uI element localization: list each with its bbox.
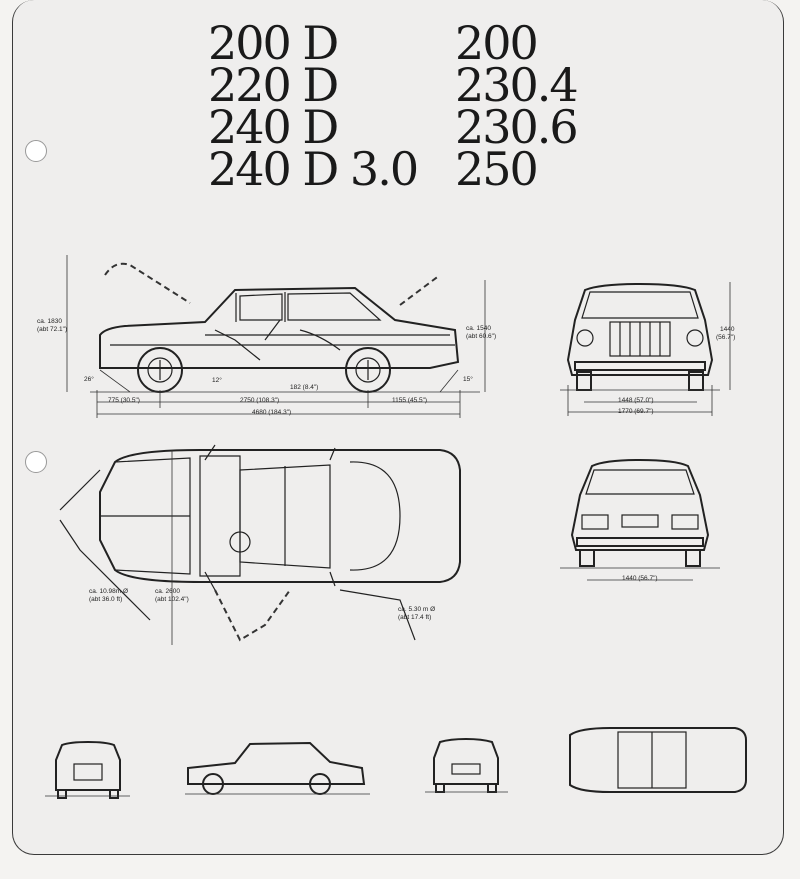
dim-front-height: 1440 — [720, 326, 735, 333]
dim-turn-circle: ca. 10.98m Ø — [89, 588, 129, 595]
thumbnail-front — [45, 742, 130, 798]
dim-height-left-in: (abt 72.1") — [37, 326, 68, 333]
dim-turn-circle-ft: (abt 36.0 ft) — [89, 596, 123, 603]
model-name: 220 D — [208, 58, 338, 112]
thumbnail-side — [185, 743, 370, 794]
dim-rear-overhang: 1155 (45.5") — [392, 397, 428, 404]
side-view-drawing — [67, 255, 485, 418]
front-view-drawing — [560, 282, 730, 416]
dim-height-right: ca. 1540 — [466, 325, 491, 332]
dim-front-height-in: (56.7") — [716, 334, 736, 341]
dim-front-track: 1448 (57.0") — [618, 397, 654, 404]
thumbnail-rear — [425, 739, 508, 792]
dim-overall-width: 1770 (69.7") — [618, 408, 654, 415]
model-name: 240 D 3.0 — [208, 142, 418, 196]
dim-height-right-in: (abt 60.6") — [466, 333, 497, 340]
dim-door-open: ca. 2600 — [155, 588, 180, 595]
dim-rear-circle-ft: (abt 17.4 ft) — [398, 614, 432, 621]
dim-ground-angle: 12° — [212, 377, 222, 384]
dim-front-overhang: 775 (30.5") — [108, 397, 140, 404]
dim-wheelbase: 2750 (108.3") — [240, 397, 280, 404]
dim-height-left: ca. 1830 — [37, 318, 62, 325]
model-name: 200 D — [208, 16, 338, 70]
model-name: 240 D — [208, 100, 338, 154]
model-name: 250 — [455, 142, 537, 196]
model-name: 230.4 — [455, 58, 577, 112]
rear-view-drawing — [560, 460, 720, 580]
model-name: 200 — [455, 16, 537, 70]
dim-door-open-in: (abt 102.4") — [155, 596, 189, 603]
dim-length: 4680 (184.3") — [252, 409, 292, 416]
dim-angle-front: 26° — [84, 376, 94, 383]
dim-rear-circle: ca. 5.30 m Ø — [398, 606, 436, 613]
dim-rear-track: 1440 (56.7") — [622, 575, 658, 582]
thumbnail-top — [570, 728, 746, 792]
dim-angle-rear: 15° — [463, 376, 473, 383]
model-name: 230.6 — [455, 100, 577, 154]
dim-ground-clearance: 182 (8.4") — [290, 384, 319, 391]
